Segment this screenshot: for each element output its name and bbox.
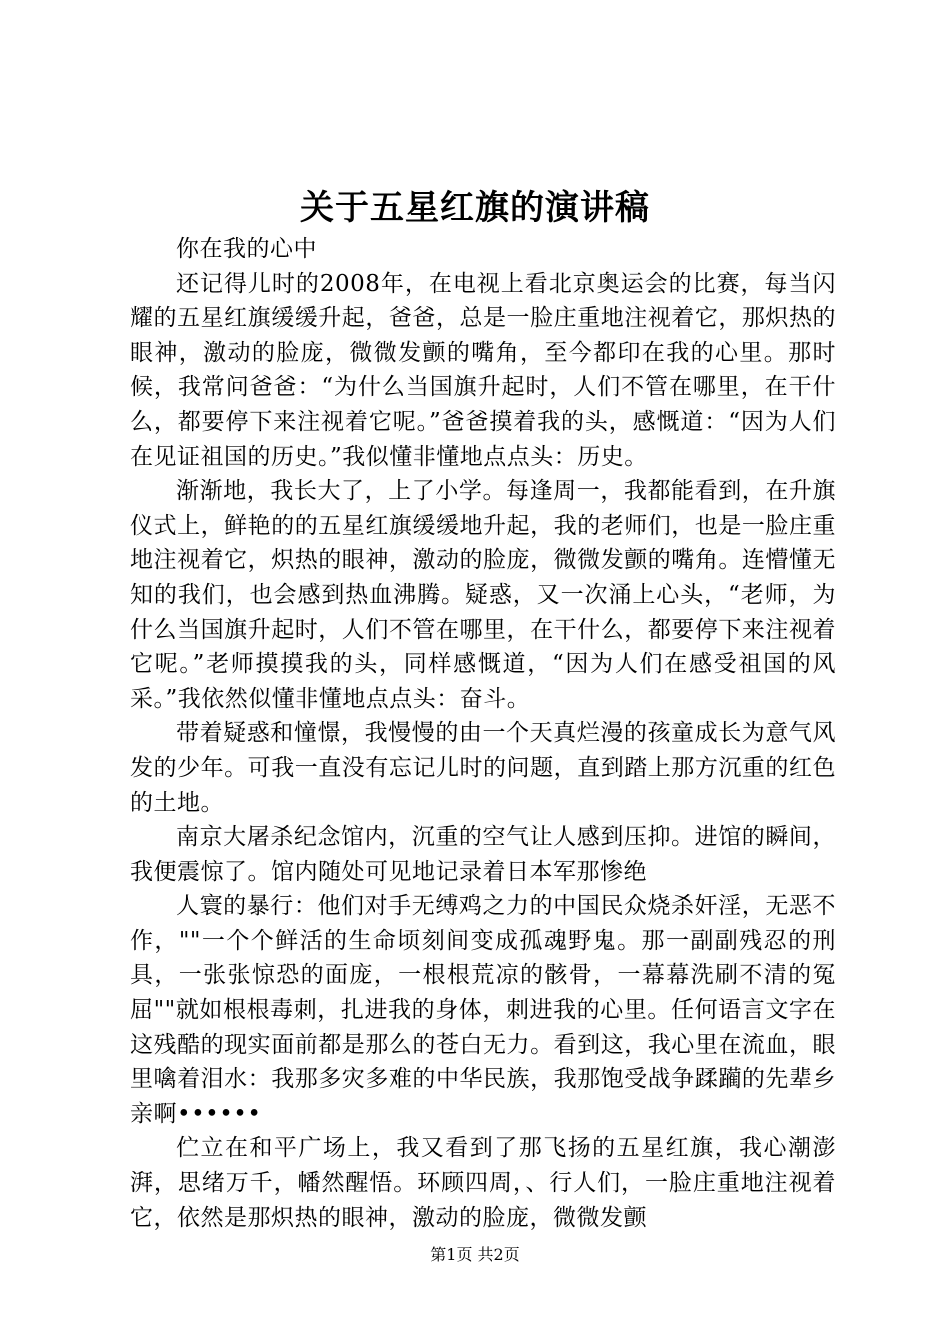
paragraph: 人寰的暴行：他们对手无缚鸡之力的中国民众烧杀奸淫，无恶不作，""一个个鲜活的生命顷刻间变成孤魂野鬼。那一副副残忍的刑具，一张张惊恐的面庞，一根根荒凉的骸骨，一幕幕洗刷不清的冤屈""就如根根毒刺，扎进我的身体，刺进我的心里。任何语言文字在这残酷的现实面前都是那么的苍白无力。看到这，我心里在流血，眼里噙着泪水：我那多灾多难的中华民族，我那饱受战争蹂躏的先辈乡亲啊•••••• — [130, 893, 836, 1127]
paragraph: 伫立在和平广场上，我又看到了那飞扬的五星红旗，我心潮澎湃，思绪万千，幡然醒悟。环顾四周，、行人们，一脸庄重地注视着它，依然是那炽热的眼神，激动的脸庞，微微发颤 — [130, 1135, 836, 1231]
paragraph: 渐渐地，我长大了，上了小学。每逢周一，我都能看到，在升旗仪式上，鲜艳的的五星红旗缓缓地升起，我的老师们，也是一脸庄重地注视着它，炽热的眼神，激动的脸庞，微微发颤的嘴角。连懵懂无知的我们，也会感到热血沸腾。疑惑，又一次涌上心头，“老师，为什么当国旗升起时，人们不管在哪里，在干什么，都要停下来注视着它呢。”老师摸摸我的头，同样感慨道，“因为人们在感受祖国的风采。”我依然似懂非懂地点点头：奋斗。 — [130, 478, 836, 712]
paragraph: 南京大屠杀纪念馆内，沉重的空气让人感到压抑。进馆的瞬间，我便震惊了。馆内随处可见地记录着日本军那惨绝 — [130, 824, 836, 885]
document-body — [130, 232, 836, 1235]
page-footer: 第1页 共2页 — [430, 1245, 520, 1264]
paragraph: 还记得儿时的2008年，在电视上看北京奥运会的比赛，每当闪耀的五星红旗缓缓升起，爸爸，总是一脸庄重地注视着它，那炽热的眼神，激动的脸庞，微微发颤的嘴角，至今都印在我的心里。那时候，我常问爸爸：“为什么当国旗升起时，人们不管在哪里，在干什么，都要停下来注视着它呢。”爸爸摸着我的头，感慨道：“因为人们在见证祖国的历史。”我似懂非懂地点点头：历史。 — [130, 270, 836, 470]
paragraph: 你在我的心中 — [176, 236, 317, 262]
paragraph: 带着疑惑和憧憬，我慢慢的由一个天真烂漫的孩童成长为意气风发的少年。可我一直没有忘记儿时的问题，直到踏上那方沉重的红色的土地。 — [130, 720, 836, 816]
page-title: 关于五星红旗的演讲稿 — [300, 188, 650, 228]
